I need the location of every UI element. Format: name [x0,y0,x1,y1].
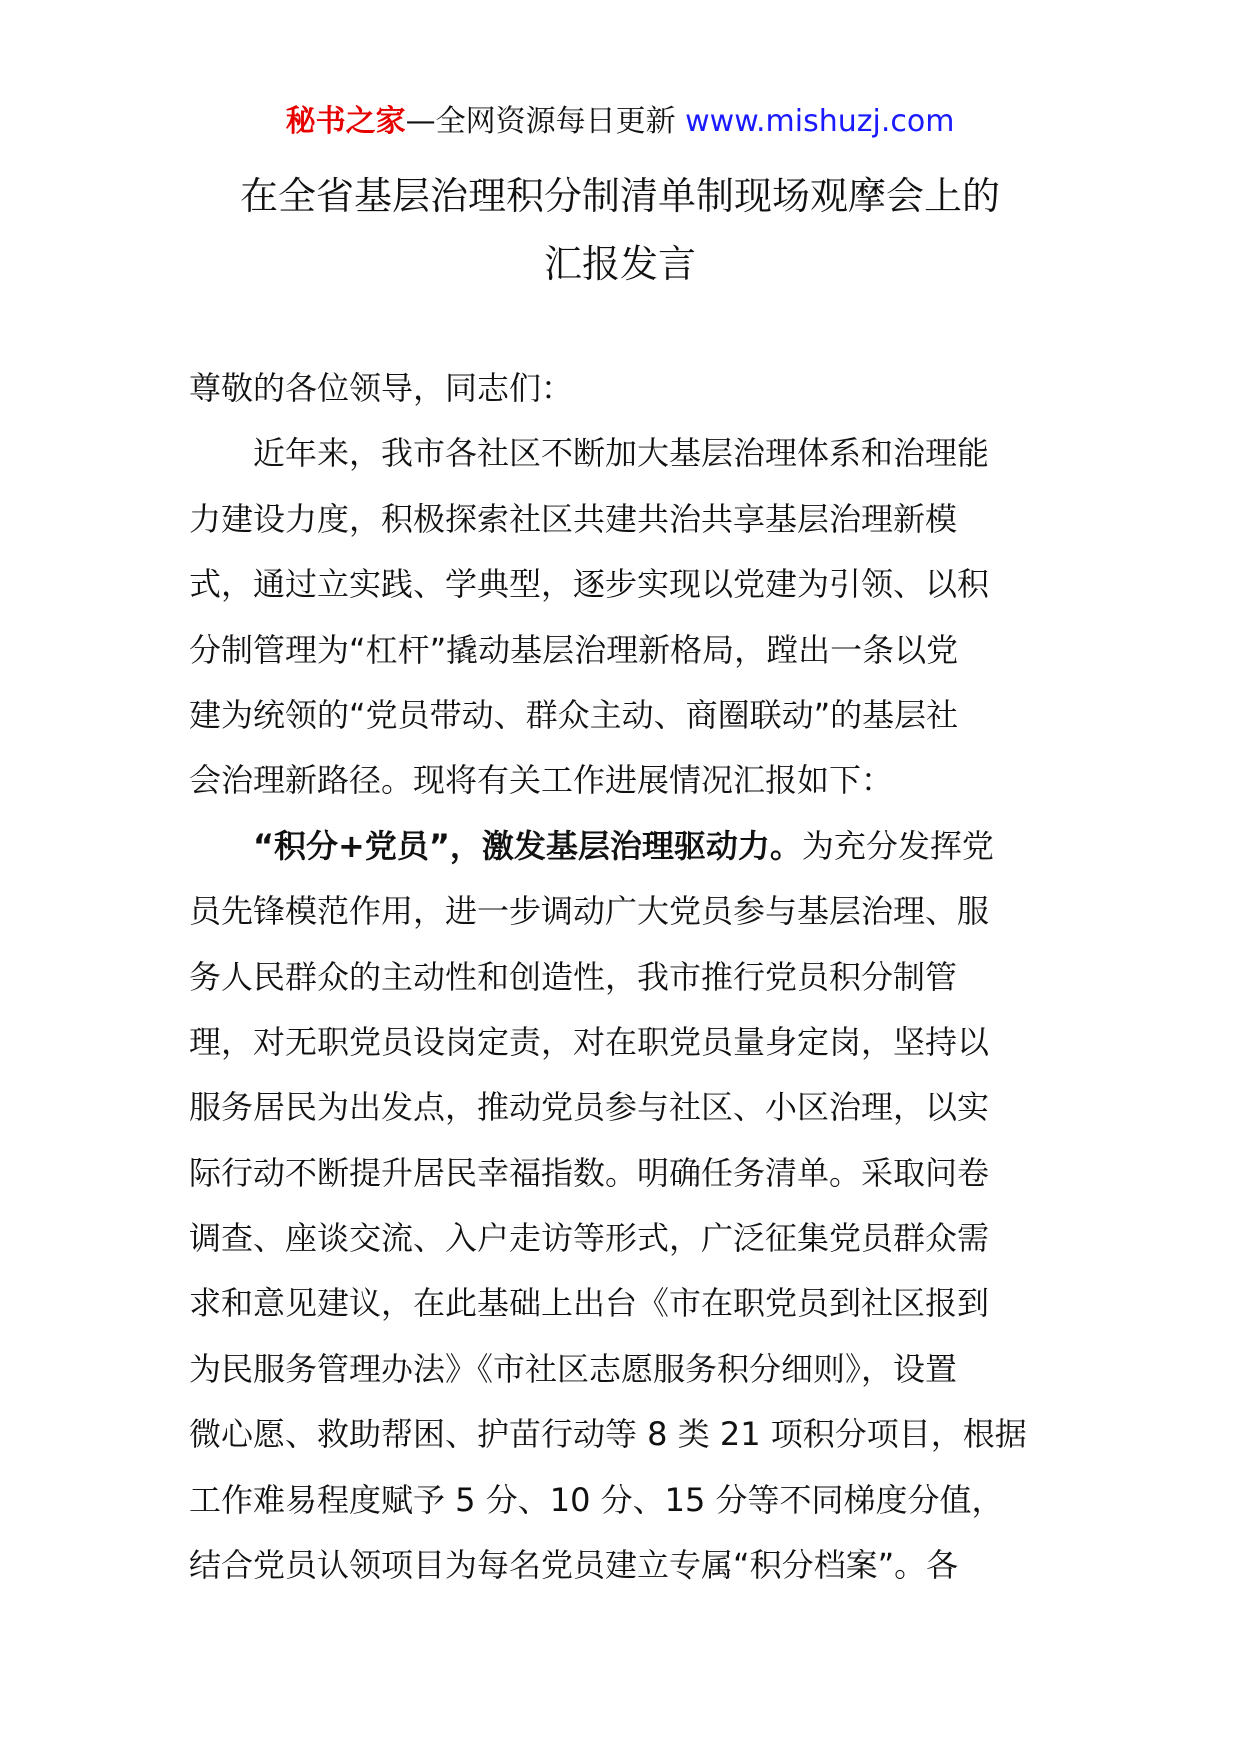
paragraph-2-line: 服务居民为出发点，推动党员参与社区、小区治理，以实 [189,1088,990,1127]
paragraph-2-line: 务人民群众的主动性和创造性，我市推行党员积分制管 [189,957,958,996]
paragraph-2-line: 结合党员认领项目为每名党员建立专属“积分档案”。各 [189,1546,959,1585]
greeting: 尊敬的各位领导，同志们： [189,369,574,407]
paragraph-1-line: 式，通过立实践、学典型，逐步实现以党建为引领、以积 [189,565,990,604]
site-header [0,100,1240,144]
document-title-line-1: 在全省基层治理积分制清单制现场观摩会上的 [239,174,1000,218]
paragraph-2-line: 求和意见建议，在此基础上出台《市在职党员到社区报到 [189,1284,990,1323]
paragraph-1-line: 建为统领的“党员带动、群众主动、商圈联动”的基层社 [189,695,959,734]
paragraph-1-line: 力建设力度，积极探索社区共建共治共享基层治理新模 [189,499,958,538]
paragraph-2-line: 调查、座谈交流、入户走访等形式，广泛征集党员群众需 [189,1219,990,1258]
paragraph-1-line: 会治理新路径。现将有关工作进展情况汇报如下： [189,761,894,800]
site-brand: 秘书之家 [285,104,406,139]
document-title-line-2: 汇报发言 [543,242,696,286]
paragraph-2-line: 工作难易程度赋予 5 分、10 分、15 分等不同梯度分值， [189,1480,1004,1519]
paragraph-1-line: 分制管理为“杠杆”撬动基层治理新格局，蹚出一条以党 [189,630,959,669]
paragraph-1-line: 近年来，我市各社区不断加大基层治理体系和治理能 [253,434,990,473]
paragraph-2-line: 为民服务管理办法》《市社区志愿服务积分细则》，设置 [189,1349,958,1388]
site-slogan: —全网资源每日更新 [405,104,676,139]
paragraph-2-line: 微心愿、救助帮困、护苗行动等 8 类 21 项积分项目，根据 [189,1415,1027,1454]
site-url-link[interactable]: www.mishuzj.com [685,104,955,139]
paragraph-2-line: 员先锋模范作用，进一步调动广大党员参与基层治理、服 [189,892,990,931]
paragraph-2-text: 为充分发挥党 [801,826,994,865]
paragraph-2-line: 理，对无职党员设岗定责，对在职党员量身定岗，坚持以 [189,1022,990,1061]
section-heading: “积分+党员”，激发基层治理驱动力。 [253,826,802,865]
paragraph-2-first-line [189,814,1059,879]
document-body [189,356,1059,1598]
paragraph-2-line: 际行动不断提升居民幸福指数。明确任务清单。采取问卷 [189,1153,990,1192]
